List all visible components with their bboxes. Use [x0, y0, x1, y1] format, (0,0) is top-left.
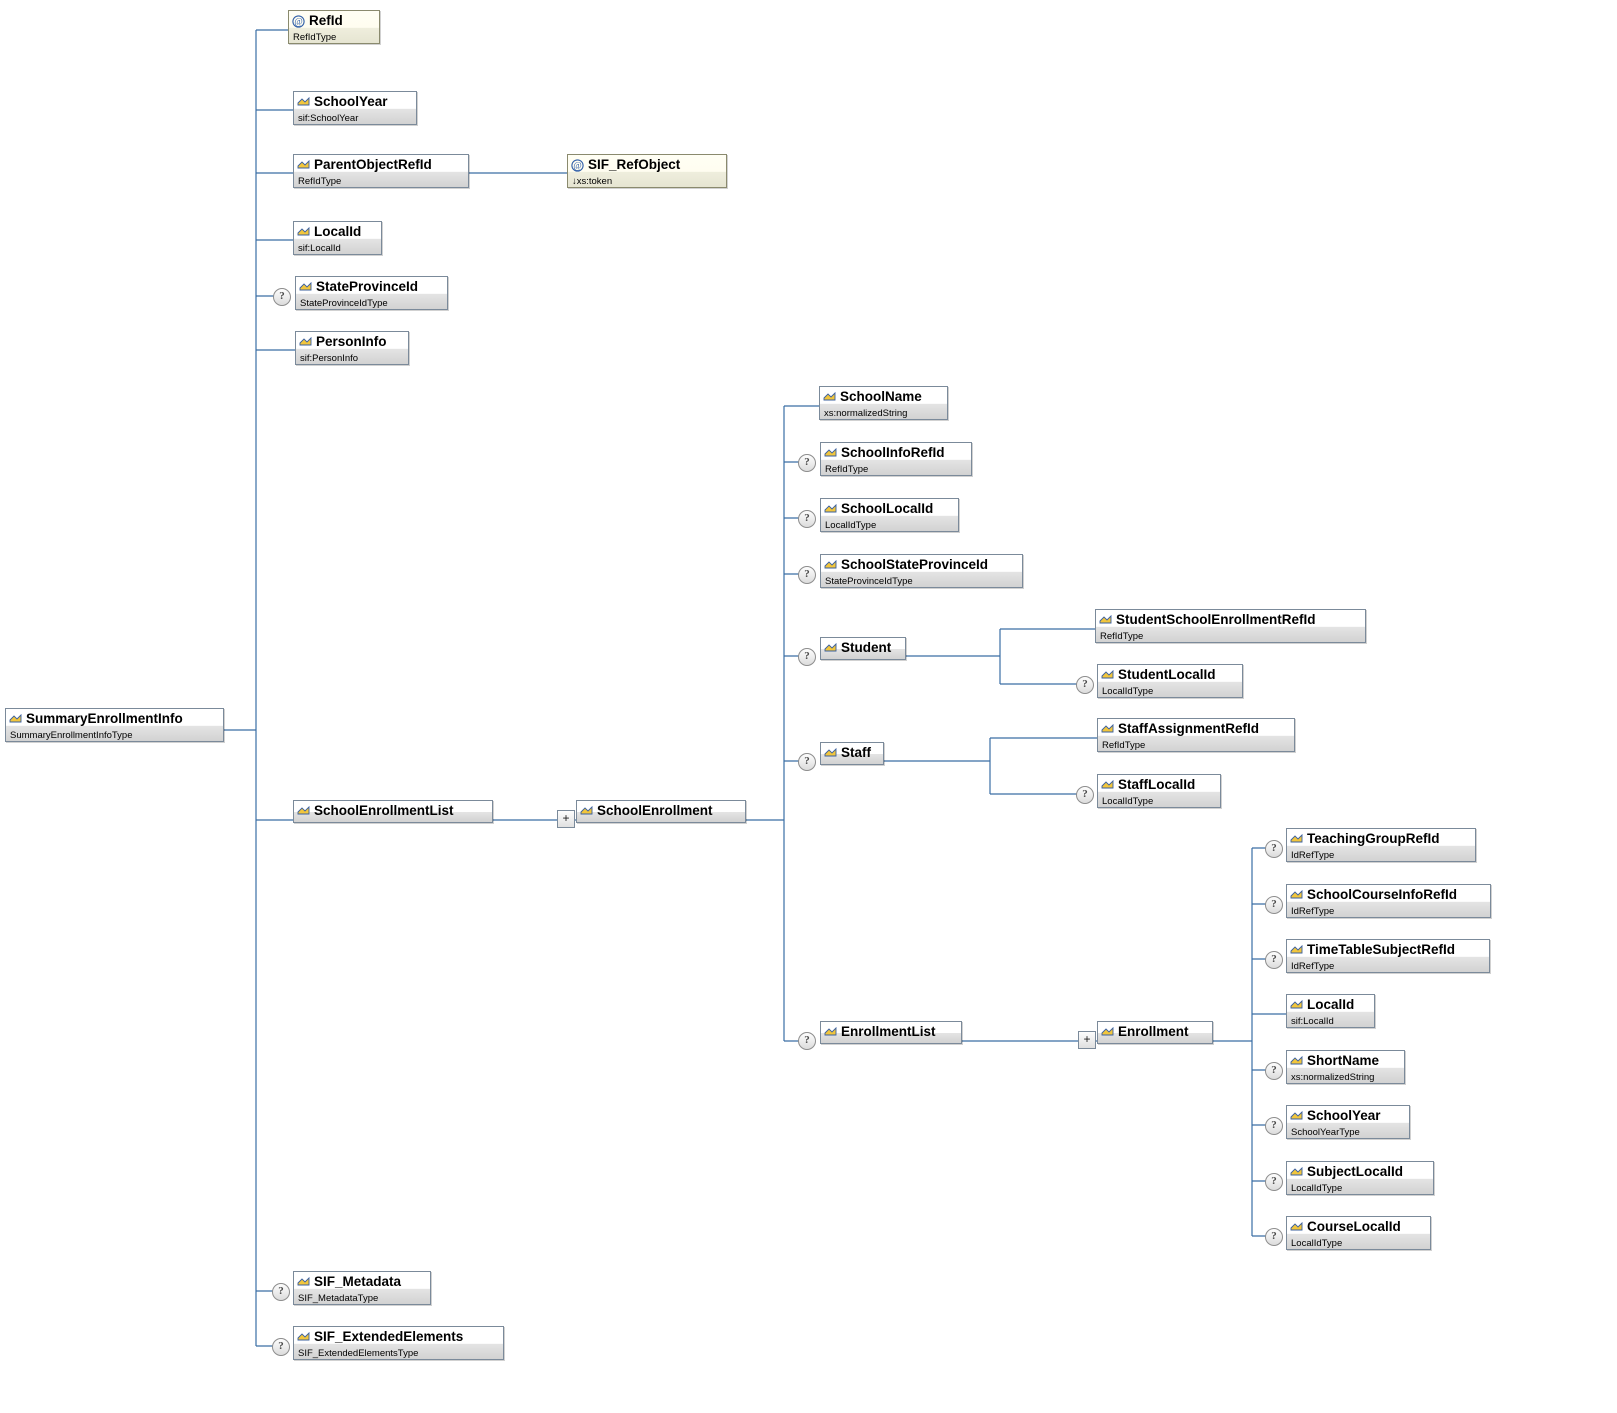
- node-enrollment[interactable]: [1097, 1021, 1213, 1044]
- node-type: ↓xs:token: [572, 176, 613, 187]
- sequence-marker-schoolenrollment[interactable]: +: [557, 810, 575, 828]
- node-type: LocalIdType: [1102, 686, 1154, 697]
- node-label: PersonInfo: [316, 334, 387, 349]
- optional-marker-subjectlocalid: ?: [1265, 1173, 1283, 1191]
- node-label: ShortName: [1307, 1053, 1380, 1068]
- node-label: SchoolYear: [1307, 1108, 1381, 1123]
- node-label: SchoolYear: [314, 94, 388, 109]
- node-label: StudentLocalId: [1118, 667, 1216, 682]
- node-courselocalid[interactable]: [1286, 1216, 1431, 1250]
- element-icon: [823, 391, 836, 404]
- node-type: IdRefType: [1291, 850, 1335, 861]
- node-label: StateProvinceId: [316, 279, 419, 294]
- node-type: SIF_MetadataType: [298, 1293, 379, 1304]
- node-type: xs:normalizedString: [1291, 1072, 1375, 1083]
- node-teachinggrouprefid[interactable]: [1286, 828, 1476, 862]
- optional-marker-studentlocalid: ?: [1076, 676, 1094, 694]
- node-label: SchoolLocalId: [841, 501, 934, 516]
- element-icon: [580, 805, 593, 818]
- element-icon: [1101, 779, 1114, 792]
- node-schoolyear[interactable]: [293, 91, 417, 125]
- node-parentobjectrefid[interactable]: [293, 154, 469, 188]
- node-label: SubjectLocalId: [1307, 1164, 1404, 1179]
- node-type: sif:LocalId: [298, 243, 341, 254]
- node-localid[interactable]: [293, 221, 382, 255]
- element-icon: [1290, 944, 1303, 957]
- node-label: SchoolName: [840, 389, 922, 404]
- node-type: IdRefType: [1291, 961, 1335, 972]
- node-label: SIF_ExtendedElements: [314, 1329, 464, 1344]
- element-icon: [1290, 1166, 1303, 1179]
- node-personinfo[interactable]: [295, 331, 409, 365]
- element-icon: [299, 336, 312, 349]
- element-icon: [297, 96, 310, 109]
- node-stafflocalid[interactable]: [1097, 774, 1221, 808]
- node-timetablesubjectrefid[interactable]: [1286, 939, 1490, 973]
- node-studentschoolenrollmentrefid[interactable]: [1095, 609, 1366, 643]
- optional-marker-schoolcourseinforefid: ?: [1265, 896, 1283, 914]
- node-label: Student: [841, 640, 892, 655]
- element-icon: [824, 1026, 837, 1039]
- element-icon: [824, 559, 837, 572]
- node-label: SIF_RefObject: [588, 157, 681, 172]
- sequence-marker-enrollment[interactable]: +: [1078, 1031, 1096, 1049]
- element-icon: [297, 1276, 310, 1289]
- node-type: LocalIdType: [1102, 796, 1154, 807]
- node-enrollment-schoolyear[interactable]: [1286, 1105, 1410, 1139]
- node-label: SummaryEnrollmentInfo: [26, 711, 183, 726]
- node-subjectlocalid[interactable]: [1286, 1161, 1434, 1195]
- node-student[interactable]: [820, 637, 906, 660]
- element-icon: [824, 503, 837, 516]
- element-icon: [1290, 833, 1303, 846]
- node-label: CourseLocalId: [1307, 1219, 1401, 1234]
- node-studentlocalid[interactable]: [1097, 664, 1243, 698]
- optional-marker-sif-metadata: ?: [272, 1283, 290, 1301]
- node-enrollmentlist[interactable]: [820, 1021, 962, 1044]
- node-label: LocalId: [1307, 997, 1355, 1012]
- node-type: RefIdType: [825, 464, 869, 475]
- optional-marker-enrollmentlist: ?: [798, 1032, 816, 1050]
- node-label: TimeTableSubjectRefId: [1307, 942, 1456, 957]
- optional-marker-teachinggrouprefid: ?: [1265, 840, 1283, 858]
- node-staff[interactable]: [820, 742, 884, 765]
- node-type: LocalIdType: [1291, 1238, 1343, 1249]
- element-icon: [1290, 1221, 1303, 1234]
- element-icon: [1101, 1026, 1114, 1039]
- element-icon: [1290, 999, 1303, 1012]
- node-label: SchoolInfoRefId: [841, 445, 945, 460]
- node-label: StaffAssignmentRefId: [1118, 721, 1260, 736]
- node-schoolname[interactable]: [819, 386, 948, 420]
- svg-text:@: @: [573, 160, 582, 171]
- optional-marker-stateprovinceid: ?: [273, 288, 291, 306]
- element-icon: [1101, 669, 1114, 682]
- node-type: SIF_ExtendedElementsType: [298, 1348, 419, 1359]
- node-type: sif:LocalId: [1291, 1016, 1334, 1027]
- node-schoollocalid[interactable]: [820, 498, 959, 532]
- node-label: Staff: [841, 745, 871, 760]
- optional-marker-stafflocalid: ?: [1076, 786, 1094, 804]
- element-icon: [1290, 1055, 1303, 1068]
- node-schoolenrollmentlist[interactable]: [293, 800, 493, 823]
- node-label: SchoolStateProvinceId: [841, 557, 989, 572]
- optional-marker-courselocalid: ?: [1265, 1228, 1283, 1246]
- element-icon: [824, 747, 837, 760]
- element-icon: [297, 159, 310, 172]
- node-sif-refobject[interactable]: [567, 154, 727, 188]
- node-type: SummaryEnrollmentInfoType: [10, 730, 133, 741]
- node-staffassignmentrefid[interactable]: [1097, 718, 1295, 752]
- node-type: StateProvinceIdType: [825, 576, 913, 587]
- node-type: RefIdType: [293, 32, 337, 43]
- svg-text:@: @: [294, 16, 303, 27]
- element-icon: [1290, 889, 1303, 902]
- node-stateprovinceid[interactable]: [295, 276, 448, 310]
- element-icon: [297, 226, 310, 239]
- node-type: [821, 658, 905, 659]
- node-label: StudentSchoolEnrollmentRefId: [1116, 612, 1316, 627]
- node-type: [1098, 1042, 1212, 1043]
- attribute-icon: [571, 159, 584, 172]
- node-label: SchoolEnrollment: [597, 803, 713, 818]
- node-label: SIF_Metadata: [314, 1274, 402, 1289]
- optional-marker-schoollocalid: ?: [798, 510, 816, 528]
- node-schoolstateprovinceid[interactable]: [820, 554, 1023, 588]
- element-icon: [1290, 1110, 1303, 1123]
- node-label: SchoolEnrollmentList: [314, 803, 454, 818]
- node-label: LocalId: [314, 224, 362, 239]
- node-type: StateProvinceIdType: [300, 298, 388, 309]
- node-type: [821, 1042, 961, 1043]
- node-label: SchoolCourseInfoRefId: [1307, 887, 1458, 902]
- node-label: RefId: [309, 13, 343, 28]
- node-schoolinforefid[interactable]: [820, 442, 972, 476]
- optional-marker-timetablesubjectrefid: ?: [1265, 951, 1283, 969]
- node-type: [577, 821, 745, 822]
- attribute-icon: [292, 15, 305, 28]
- node-label: TeachingGroupRefId: [1307, 831, 1440, 846]
- node-type: sif:SchoolYear: [298, 113, 359, 124]
- node-label: StaffLocalId: [1118, 777, 1196, 792]
- element-icon: [1101, 723, 1114, 736]
- node-type: sif:PersonInfo: [300, 353, 359, 364]
- element-icon: [299, 281, 312, 294]
- node-type: SchoolYearType: [1291, 1127, 1360, 1138]
- node-type: [821, 763, 883, 764]
- node-summaryenrollmentinfo-root[interactable]: [5, 708, 224, 742]
- element-icon: [824, 447, 837, 460]
- node-type: LocalIdType: [1291, 1183, 1343, 1194]
- node-refid[interactable]: [288, 10, 380, 44]
- optional-marker-staff: ?: [798, 753, 816, 771]
- node-type: RefIdType: [298, 176, 342, 187]
- node-label: Enrollment: [1118, 1024, 1189, 1039]
- element-icon: [297, 1331, 310, 1344]
- node-type: LocalIdType: [825, 520, 877, 531]
- node-type: IdRefType: [1291, 906, 1335, 917]
- node-label: EnrollmentList: [841, 1024, 936, 1039]
- optional-marker-sif-extendedelements: ?: [272, 1338, 290, 1356]
- node-type: xs:normalizedString: [824, 408, 908, 419]
- element-icon: [1099, 614, 1112, 627]
- node-enrollment-localid[interactable]: [1286, 994, 1375, 1028]
- optional-marker-shortname: ?: [1265, 1062, 1283, 1080]
- node-shortname[interactable]: [1286, 1050, 1405, 1084]
- element-icon: [824, 642, 837, 655]
- node-type: [294, 821, 492, 822]
- node-type: RefIdType: [1102, 740, 1146, 751]
- optional-marker-student: ?: [798, 648, 816, 666]
- element-icon: [297, 805, 310, 818]
- node-label: ParentObjectRefId: [314, 157, 432, 172]
- node-sif-metadata[interactable]: [293, 1271, 431, 1305]
- node-schoolenrollment[interactable]: [576, 800, 746, 823]
- optional-marker-schoolstateprovinceid: ?: [798, 566, 816, 584]
- element-icon: [9, 713, 22, 726]
- node-type: RefIdType: [1100, 631, 1144, 642]
- node-sif-extendedelements[interactable]: [293, 1326, 504, 1360]
- node-schoolcourseinforefid[interactable]: [1286, 884, 1491, 918]
- optional-marker-enrollment-schoolyear: ?: [1265, 1117, 1283, 1135]
- optional-marker-schoolinforefid: ?: [798, 454, 816, 472]
